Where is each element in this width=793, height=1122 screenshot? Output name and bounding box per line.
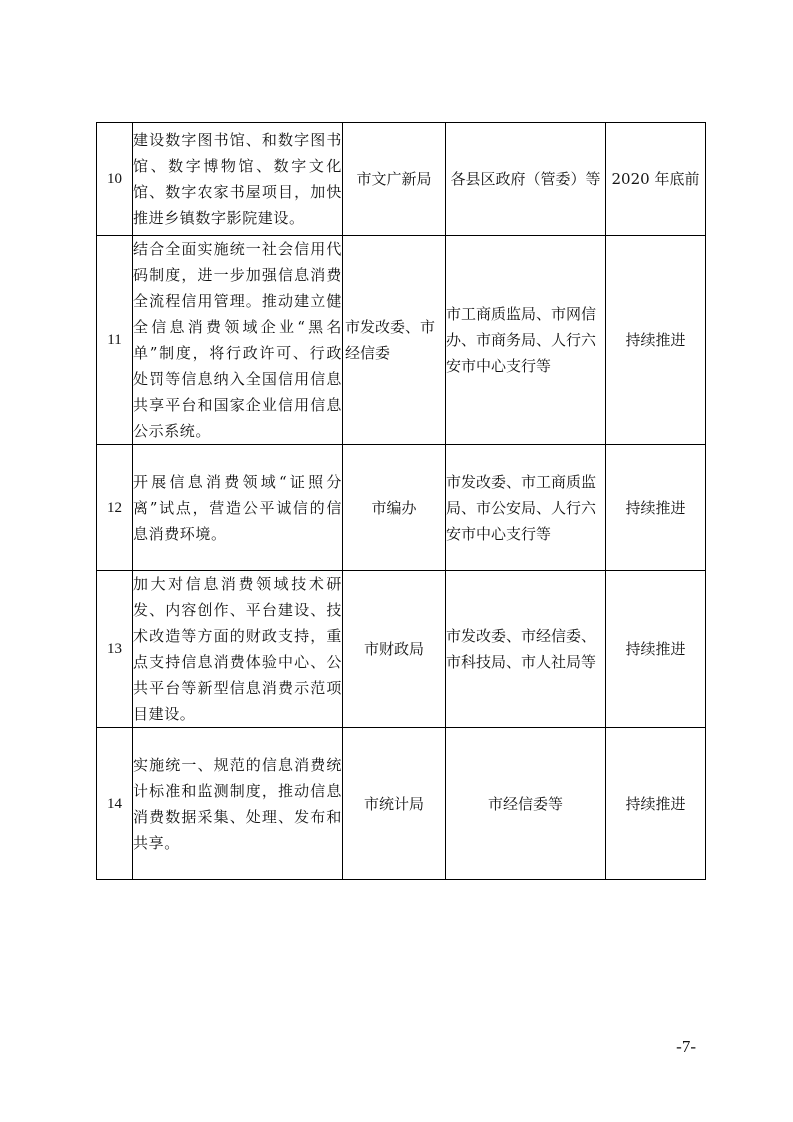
lead-department: 市财政局	[343, 571, 446, 728]
deadline: 持续推进	[606, 571, 706, 728]
table-row	[97, 728, 706, 880]
deadline: 持续推进	[606, 728, 706, 880]
cooperating-departments: 各县区政府（管委）等	[446, 123, 606, 236]
task-table	[96, 122, 706, 880]
table-row	[97, 236, 706, 445]
page-number: -7-	[676, 1037, 696, 1056]
cooperating-departments: 市发改委、市工商质监局、市公安局、人行六安市中心支行等	[446, 445, 606, 571]
task-content: 加大对信息消费领域技术研发、内容创作、平台建设、技术改造等方面的财政支持，重点支持信息消费体验中心、公共平台等新型信息消费示范项目建设。	[133, 571, 343, 728]
cooperating-departments: 市工商质监局、市网信办、市商务局、人行六安市中心支行等	[446, 236, 606, 445]
task-content: 建设数字图书馆、和数字图书馆、数字博物馆、数字文化馆、数字农家书屋项目，加快推进乡镇数字影院建设。	[133, 123, 343, 236]
row-number: 14	[97, 728, 133, 880]
task-content: 实施统一、规范的信息消费统计标准和监测制度，推动信息消费数据采集、处理、发布和共享。	[133, 728, 343, 880]
task-content: 结合全面实施统一社会信用代码制度，进一步加强信息消费全流程信用管理。推动建立健全信息消费领域企业“黑名单”制度，将行政许可、行政处罚等信息纳入全国信用信息共享平台和国家企业信用信息公示系统。	[133, 236, 343, 445]
lead-department: 市编办	[343, 445, 446, 571]
deadline: 持续推进	[606, 236, 706, 445]
row-number: 11	[97, 236, 133, 445]
table-row	[97, 445, 706, 571]
deadline: 持续推进	[606, 445, 706, 571]
table-row	[97, 571, 706, 728]
lead-department: 市文广新局	[343, 123, 446, 236]
task-content: 开展信息消费领域“证照分离”试点，营造公平诚信的信息消费环境。	[133, 445, 343, 571]
deadline: 2020 年底前	[606, 123, 706, 236]
table-row	[97, 123, 706, 236]
row-number: 10	[97, 123, 133, 236]
lead-department: 市发改委、市经信委	[343, 236, 446, 445]
row-number: 12	[97, 445, 133, 571]
row-number: 13	[97, 571, 133, 728]
lead-department: 市统计局	[343, 728, 446, 880]
cooperating-departments: 市发改委、市经信委、市科技局、市人社局等	[446, 571, 606, 728]
cooperating-departments: 市经信委等	[446, 728, 606, 880]
